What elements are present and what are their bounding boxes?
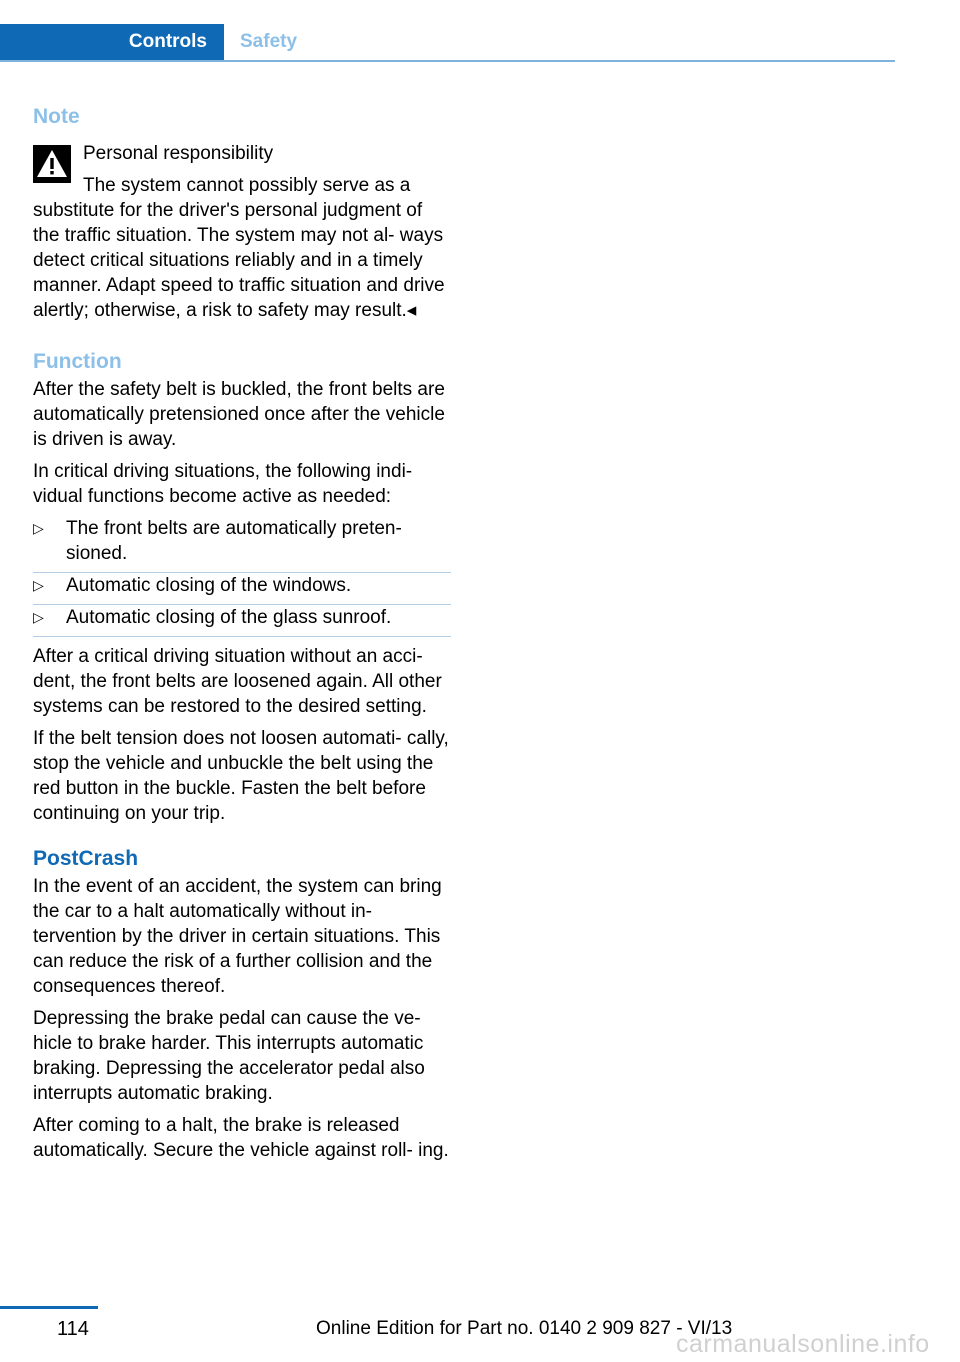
list-item: ▷ The front belts are automatically preten- sioned. <box>33 516 451 573</box>
edition-text: Online Edition for Part no. 0140 2 909 827 - VI/13 <box>316 1318 733 1339</box>
function-para-1: After the safety belt is buckled, the front belts are automatically pretensioned once after the vehicle is driven is away. <box>33 379 445 450</box>
bullet-triangle-icon: ▷ <box>33 520 44 536</box>
warning-box <box>33 141 451 323</box>
page-number: 114 <box>57 1318 89 1340</box>
warning-body: The system cannot possibly serve as a substitute for the driver's personal judgment of the traffic situation. The system may not al- ways detect critical situations reliably and in a timely manner. Adapt speed to traffic situation and drive alertly; otherwise, a risk to safety may result.◂ <box>33 175 445 321</box>
warning-triangle-icon <box>33 145 71 183</box>
header-tabs <box>0 24 895 62</box>
postcrash-para-1: In the event of an accident, the system can bring the car to a halt automatically without in- tervention by the driver in certain situations. This can reduce the risk of a further collision and the consequences thereof. <box>33 876 442 997</box>
note-heading: Note <box>33 105 80 128</box>
footer-rule <box>0 1306 98 1309</box>
postcrash-para-2: Depressing the brake pedal can cause the ve- hicle to brake harder. This interrupts automatic braking. Depressing the accelerator pedal also interrupts automatic braking. <box>33 1008 425 1104</box>
tab-controls[interactable]: Controls <box>0 24 224 60</box>
function-heading: Function <box>33 350 122 373</box>
list-item: ▷ Automatic closing of the glass sunroof. <box>33 605 451 637</box>
tab-safety[interactable]: Safety <box>240 31 298 52</box>
function-para-2: In critical driving situations, the following indi- vidual functions become active as needed: <box>33 461 413 507</box>
postcrash-para-3: After coming to a halt, the brake is released automatically. Secure the vehicle against roll- ing. <box>33 1115 449 1161</box>
list-item: ▷ Automatic closing of the windows. <box>33 573 451 605</box>
function-para-3: After a critical driving situation without an acci- dent, the front belts are loosened again. All other systems can be restored to the desired setting. <box>33 646 442 717</box>
bullet-triangle-icon: ▷ <box>33 577 44 593</box>
postcrash-heading: PostCrash <box>33 847 139 870</box>
function-para-4: If the belt tension does not loosen automati- cally, stop the vehicle and unbuckle the belt using the red button in the buckle. Fasten the belt before continuing on your trip. <box>33 728 449 824</box>
watermark: carmanualsonline.info <box>676 1330 930 1358</box>
bullet-triangle-icon: ▷ <box>33 609 44 625</box>
function-bullet-list <box>33 516 451 637</box>
header-rule <box>0 60 895 62</box>
warning-title: Personal responsibility <box>83 143 274 164</box>
page-content <box>33 102 451 1170</box>
